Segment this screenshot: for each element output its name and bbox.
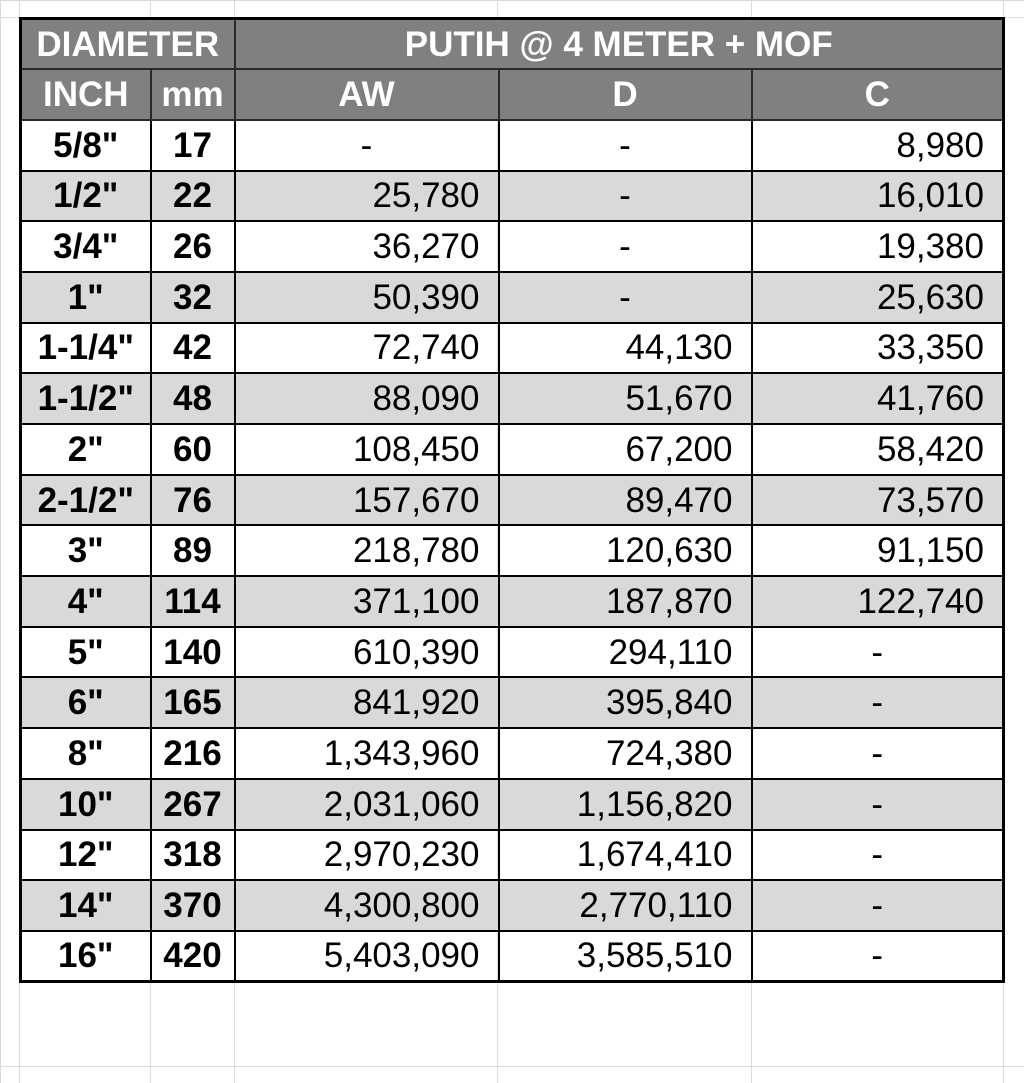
cell-mm[interactable]: 89 xyxy=(151,525,235,576)
table-row xyxy=(21,627,1004,678)
cell-inch[interactable]: 6" xyxy=(21,677,151,728)
cell-c[interactable]: 41,760 xyxy=(752,373,1004,424)
table-row xyxy=(21,931,1004,982)
cell-mm[interactable]: 76 xyxy=(151,475,235,526)
cell-c[interactable]: 58,420 xyxy=(752,424,1004,475)
cell-d[interactable]: 89,470 xyxy=(499,475,752,526)
diameter-header[interactable]: DIAMETER xyxy=(21,19,235,70)
cell-inch[interactable]: 16" xyxy=(21,931,151,982)
table-row xyxy=(21,576,1004,627)
cell-c[interactable]: 19,380 xyxy=(752,221,1004,272)
cell-d[interactable]: 3,585,510 xyxy=(499,931,752,982)
cell-d[interactable]: 187,870 xyxy=(499,576,752,627)
cell-inch[interactable]: 1/2" xyxy=(21,171,151,222)
cell-aw[interactable]: 72,740 xyxy=(235,323,499,374)
cell-mm[interactable]: 267 xyxy=(151,779,235,830)
cell-aw[interactable]: 2,970,230 xyxy=(235,830,499,881)
c-header[interactable]: C xyxy=(752,69,1004,120)
cell-mm[interactable]: 370 xyxy=(151,880,235,931)
table-row xyxy=(21,323,1004,374)
cell-mm[interactable]: 48 xyxy=(151,373,235,424)
cell-c[interactable]: - xyxy=(752,931,1004,982)
cell-aw[interactable]: 2,031,060 xyxy=(235,779,499,830)
table-body xyxy=(21,120,1004,982)
cell-d[interactable]: - xyxy=(499,221,752,272)
cell-inch[interactable]: 3" xyxy=(21,525,151,576)
cell-aw[interactable]: 218,780 xyxy=(235,525,499,576)
cell-mm[interactable]: 17 xyxy=(151,120,235,171)
table-row xyxy=(21,779,1004,830)
cell-c[interactable]: - xyxy=(752,779,1004,830)
cell-aw[interactable]: 5,403,090 xyxy=(235,931,499,982)
table-row xyxy=(21,424,1004,475)
cell-c[interactable]: - xyxy=(752,627,1004,678)
table-row xyxy=(21,728,1004,779)
cell-inch[interactable]: 1-1/4" xyxy=(21,323,151,374)
cell-mm[interactable]: 216 xyxy=(151,728,235,779)
cell-aw[interactable]: 841,920 xyxy=(235,677,499,728)
table-row xyxy=(21,880,1004,931)
table-row xyxy=(21,475,1004,526)
cell-mm[interactable]: 165 xyxy=(151,677,235,728)
cell-aw[interactable]: 25,780 xyxy=(235,171,499,222)
cell-d[interactable]: - xyxy=(499,120,752,171)
cell-aw[interactable]: - xyxy=(235,120,499,171)
cell-c[interactable]: - xyxy=(752,728,1004,779)
cell-d[interactable]: 1,674,410 xyxy=(499,830,752,881)
group-title-header[interactable]: PUTIH @ 4 METER + MOF xyxy=(235,19,1004,70)
cell-mm[interactable]: 140 xyxy=(151,627,235,678)
cell-aw[interactable]: 610,390 xyxy=(235,627,499,678)
cell-inch[interactable]: 1" xyxy=(21,272,151,323)
table-row xyxy=(21,373,1004,424)
gridline xyxy=(0,1066,1024,1067)
price-table xyxy=(19,17,1005,983)
table-row xyxy=(21,171,1004,222)
cell-mm[interactable]: 60 xyxy=(151,424,235,475)
cell-aw[interactable]: 108,450 xyxy=(235,424,499,475)
cell-c[interactable]: 91,150 xyxy=(752,525,1004,576)
cell-d[interactable]: 2,770,110 xyxy=(499,880,752,931)
cell-aw[interactable]: 157,670 xyxy=(235,475,499,526)
cell-mm[interactable]: 318 xyxy=(151,830,235,881)
cell-d[interactable]: 120,630 xyxy=(499,525,752,576)
cell-c[interactable]: 122,740 xyxy=(752,576,1004,627)
cell-mm[interactable]: 32 xyxy=(151,272,235,323)
cell-inch[interactable]: 8" xyxy=(21,728,151,779)
cell-d[interactable]: - xyxy=(499,272,752,323)
cell-inch[interactable]: 14" xyxy=(21,880,151,931)
cell-aw[interactable]: 36,270 xyxy=(235,221,499,272)
table-row xyxy=(21,830,1004,881)
cell-d[interactable]: 294,110 xyxy=(499,627,752,678)
table-row xyxy=(21,221,1004,272)
inch-header[interactable]: INCH xyxy=(21,69,151,120)
cell-mm[interactable]: 42 xyxy=(151,323,235,374)
cell-aw[interactable]: 1,343,960 xyxy=(235,728,499,779)
cell-c[interactable]: 8,980 xyxy=(752,120,1004,171)
table-row xyxy=(21,120,1004,171)
cell-c[interactable]: 16,010 xyxy=(752,171,1004,222)
cell-d[interactable]: 44,130 xyxy=(499,323,752,374)
table-row xyxy=(21,272,1004,323)
cell-mm[interactable]: 420 xyxy=(151,931,235,982)
mm-header[interactable]: mm xyxy=(151,69,235,120)
cell-aw[interactable]: 371,100 xyxy=(235,576,499,627)
cell-mm[interactable]: 114 xyxy=(151,576,235,627)
cell-d[interactable]: - xyxy=(499,171,752,222)
cell-inch[interactable]: 2" xyxy=(21,424,151,475)
cell-c[interactable]: 73,570 xyxy=(752,475,1004,526)
cell-c[interactable]: - xyxy=(752,880,1004,931)
cell-inch[interactable]: 4" xyxy=(21,576,151,627)
cell-aw[interactable]: 88,090 xyxy=(235,373,499,424)
aw-header[interactable]: AW xyxy=(235,69,499,120)
cell-c[interactable]: 25,630 xyxy=(752,272,1004,323)
table-header xyxy=(21,19,1004,120)
cell-inch[interactable]: 5" xyxy=(21,627,151,678)
cell-inch[interactable]: 12" xyxy=(21,830,151,881)
cell-aw[interactable]: 50,390 xyxy=(235,272,499,323)
cell-d[interactable]: 51,670 xyxy=(499,373,752,424)
cell-c[interactable]: - xyxy=(752,677,1004,728)
cell-inch[interactable]: 5/8" xyxy=(21,120,151,171)
cell-aw[interactable]: 4,300,800 xyxy=(235,880,499,931)
cell-d[interactable]: 67,200 xyxy=(499,424,752,475)
cell-d[interactable]: 724,380 xyxy=(499,728,752,779)
table-row xyxy=(21,677,1004,728)
cell-c[interactable]: - xyxy=(752,830,1004,881)
cell-inch[interactable]: 3/4" xyxy=(21,221,151,272)
cell-c[interactable]: 33,350 xyxy=(752,323,1004,374)
cell-mm[interactable]: 22 xyxy=(151,171,235,222)
cell-inch[interactable]: 10" xyxy=(21,779,151,830)
d-header[interactable]: D xyxy=(499,69,752,120)
cell-inch[interactable]: 1-1/2" xyxy=(21,373,151,424)
table-row xyxy=(21,525,1004,576)
cell-inch[interactable]: 2-1/2" xyxy=(21,475,151,526)
cell-d[interactable]: 1,156,820 xyxy=(499,779,752,830)
cell-mm[interactable]: 26 xyxy=(151,221,235,272)
cell-d[interactable]: 395,840 xyxy=(499,677,752,728)
